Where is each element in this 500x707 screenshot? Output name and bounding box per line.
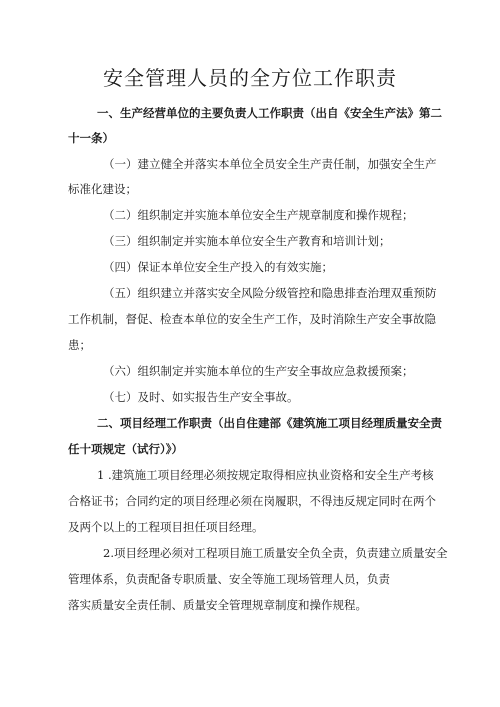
section-1-item-7: （七）及时、如实报告生产安全事故。 xyxy=(103,390,299,404)
section-1-heading-line-2: 十一条） xyxy=(68,131,114,145)
section-2-heading-line-1: 二、项目经理工作职责（出自住建部《建筑施工项目经理质量安全责 xyxy=(97,416,442,430)
section-2-item-2-line-1: 2.项目经理必须对工程项目施工质量安全负全责，负责建立质量安全 xyxy=(103,546,448,560)
section-1-item-5-line-3: 患； xyxy=(68,338,91,352)
section-1-item-5-line-2: 工作机制，督促、检查本单位的安全生产工作，及时消除生产安全事故隐 xyxy=(68,312,436,326)
section-1-item-4: （四）保证本单位安全生产投入的有效实施； xyxy=(103,260,333,274)
section-2-item-2-line-2: 管理体系，负责配备专职质量、安全等施工现场管理人员，负责 xyxy=(68,572,390,586)
section-1-item-6: （六）组织制定并实施本单位的生产安全事故应急救援预案； xyxy=(103,364,414,378)
section-2-item-1-line-2: 合格证书；合同约定的项目经理必须在岗履职，不得违反规定同时在两个 xyxy=(68,494,436,508)
section-1-item-1-line-1: （一）建立健全并落实本单位全员安全生产责任制，加强安全生产 xyxy=(103,157,437,171)
section-1-item-2: （二）组织制定并实施本单位安全生产规章制度和操作规程； xyxy=(103,208,414,222)
document-title: 安全管理人员的全方位工作职责 xyxy=(103,66,397,90)
section-2-item-2-line-3: 落实质量安全责任制、质量安全管理规章制度和操作规程。 xyxy=(68,598,367,612)
section-1-item-1-line-2: 标准化建设； xyxy=(68,182,137,196)
section-1-heading-line-1: 一、生产经营单位的主要负责人工作职责（出自《安全生产法》第二 xyxy=(97,106,442,120)
section-2-item-1-line-3: 及两个以上的工程项目担任项目经理。 xyxy=(68,520,264,534)
section-2-item-1-line-1: 1 .建筑施工项目经理必须按规定取得相应执业资格和安全生产考核 xyxy=(97,468,434,482)
section-2-heading-line-2: 任十项规定（试行）》） xyxy=(68,442,183,456)
section-1-item-5-line-1: （五）组织建立并落实安全风险分级管控和隐患排查治理双重预防 xyxy=(103,286,437,300)
section-1-item-3: （三）组织制定并实施本单位安全生产教育和培训计划； xyxy=(103,234,391,248)
